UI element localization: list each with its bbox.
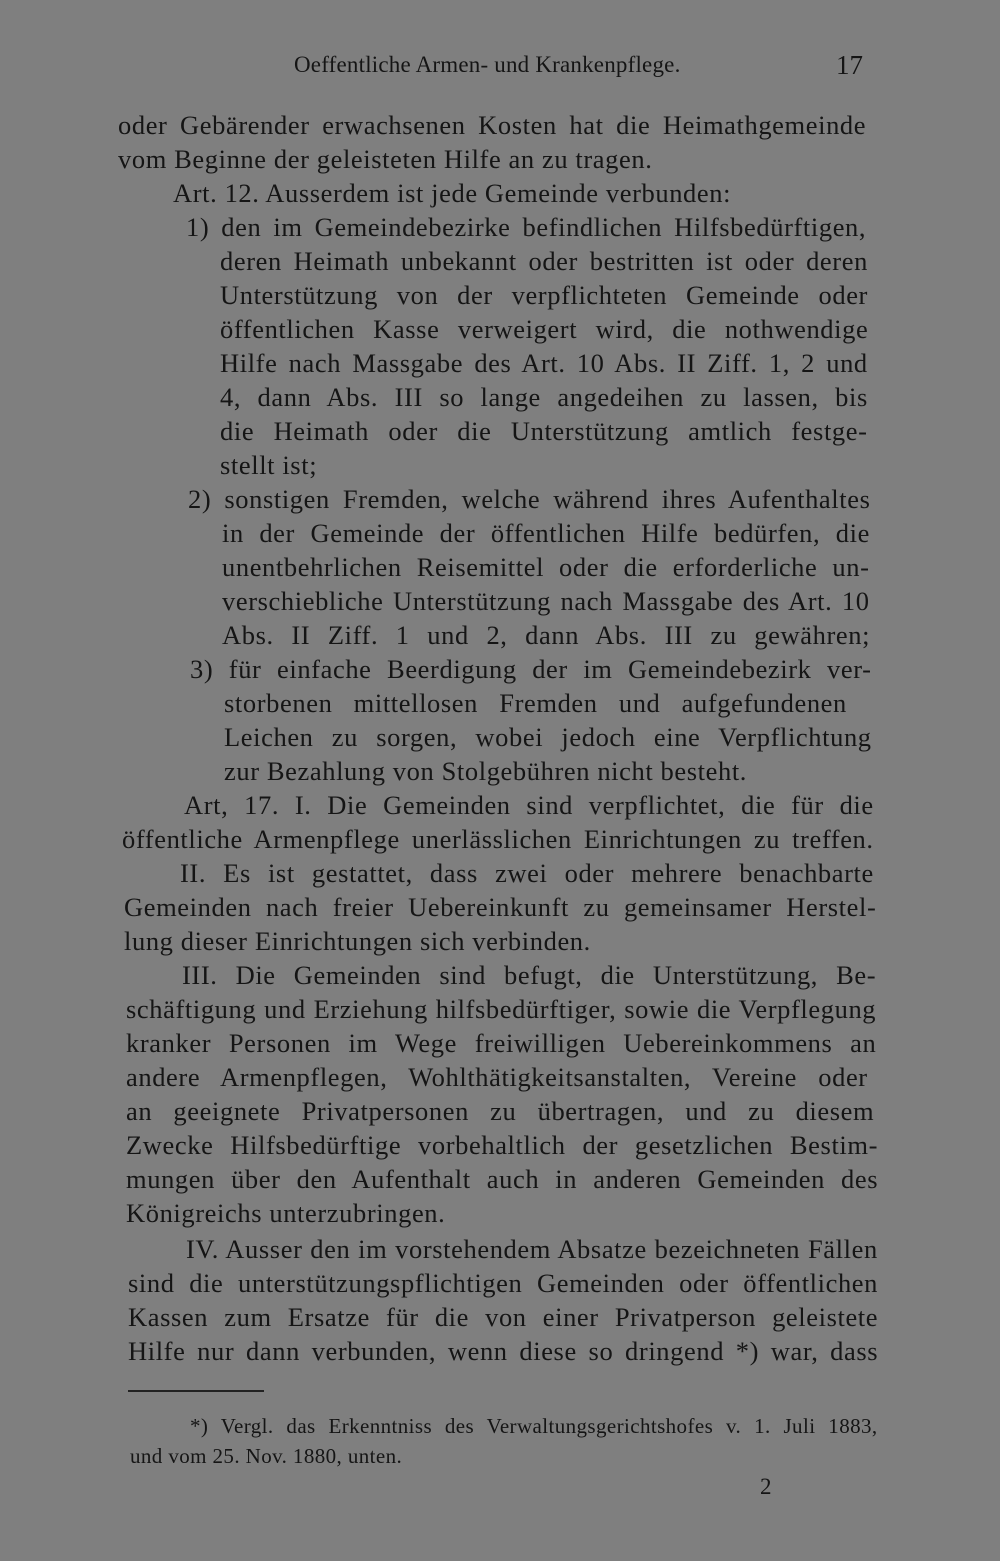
text-line: kranker Personen im Wege freiwilligen Uebereinkommens an — [126, 1028, 877, 1058]
text-line: IV. Ausser den im vorstehendem Absatze bezeichneten Fällen — [186, 1234, 878, 1264]
text-line: andere Armenpflegen, Wohlthätigkeitsanstalten, Vereine oder — [126, 1062, 868, 1092]
text-line: verschiebliche Unterstützung nach Massgabe des Art. 10 — [222, 586, 870, 616]
text-line: sind die unterstützungspflichtigen Gemeinden oder öffentlichen — [128, 1268, 879, 1298]
text-line: 3) für einfache Beerdigung der im Gemeindebezirk ver- — [190, 654, 872, 684]
text-line: unentbehrlichen Reisemittel oder die erforderliche un- — [222, 552, 870, 582]
text-line: 4, dann Abs. III so lange angedeihen zu lassen, bis — [220, 382, 868, 412]
text-line: an geeignete Privatpersonen zu übertragen, und zu diesem — [126, 1096, 875, 1126]
text-line: mungen über den Aufenthalt auch in anderen Gemeinden des — [126, 1164, 879, 1194]
footnote-line: *) Vergl. das Erkenntniss des Verwaltungsgerichtshofes v. 1. Juli 1883, — [190, 1414, 878, 1438]
text-line: Art, 17. I. Die Gemeinden sind verpflichtet, die für die — [184, 790, 874, 820]
footnote-divider — [128, 1390, 264, 1392]
text-line: lung dieser Einrichtungen sich verbinden. — [124, 926, 591, 956]
text-line: Leichen zu sorgen, wobei jedoch eine Verpflichtung — [224, 722, 872, 752]
text-line: Art. 12. Ausserdem ist jede Gemeinde verbunden: — [173, 178, 732, 208]
text-line: Unterstützung von der verpflichteten Gemeinde oder — [220, 280, 868, 310]
text-line: Zwecke Hilfsbedürftige vorbehaltlich der gesetzlichen Bestim- — [126, 1130, 879, 1160]
text-line: III. Die Gemeinden sind befugt, die Unterstützung, Be- — [182, 960, 877, 990]
text-line: Gemeinden nach freier Uebereinkunft zu gemeinsamer Herstel- — [124, 892, 877, 922]
footnote-line: und vom 25. Nov. 1880, unten. — [130, 1444, 403, 1468]
text-line: zur Bezahlung von Stolgebühren nicht besteht. — [224, 756, 748, 786]
text-line: 2) sonstigen Fremden, welche während ihres Aufenthaltes — [188, 484, 871, 514]
page-number: 17 — [836, 50, 863, 80]
text-line: schäftigung und Erziehung hilfsbedürftiger, sowie die Verpflegung — [126, 994, 877, 1024]
text-line: Hilfe nur dann verbunden, wenn diese so dringend *) war, dass — [128, 1336, 879, 1366]
text-line: Königreichs unterzubringen. — [126, 1198, 446, 1228]
text-line: Hilfe nach Massgabe des Art. 10 Abs. II Ziff. 1, 2 und — [220, 348, 868, 378]
text-line: Abs. II Ziff. 1 und 2, dann Abs. III zu gewähren; — [222, 620, 871, 650]
text-line: II. Es ist gestattet, dass zwei oder mehrere benachbarte — [180, 858, 874, 888]
text-line: in der Gemeinde der öffentlichen Hilfe bedürfen, die — [222, 518, 870, 548]
text-line: storbenen mittellosen Fremden und aufgefundenen — [224, 688, 847, 718]
text-line: 1) den im Gemeindebezirke befindlichen Hilfsbedürftigen, — [186, 212, 867, 242]
text-line: öffentlichen Kasse verweigert wird, die nothwendige — [220, 314, 869, 344]
signature-mark: 2 — [760, 1474, 772, 1499]
text-line: deren Heimath unbekannt oder bestritten ist oder deren — [220, 246, 868, 276]
text-line: die Heimath oder die Unterstützung amtlich festge- — [220, 416, 868, 446]
text-line: stellt ist; — [220, 450, 318, 480]
text-line: Kassen zum Ersatze für die von einer Privatperson geleistete — [128, 1302, 879, 1332]
running-title: Oeffentliche Armen- und Krankenpflege. — [294, 52, 681, 77]
text-line: öffentliche Armenpflege unerlässlichen Einrichtungen zu treffen. — [122, 824, 874, 854]
text-line: oder Gebärender erwachsenen Kosten hat die Heimathgemeinde — [118, 110, 867, 140]
text-line: vom Beginne der geleisteten Hilfe an zu tragen. — [118, 144, 653, 174]
